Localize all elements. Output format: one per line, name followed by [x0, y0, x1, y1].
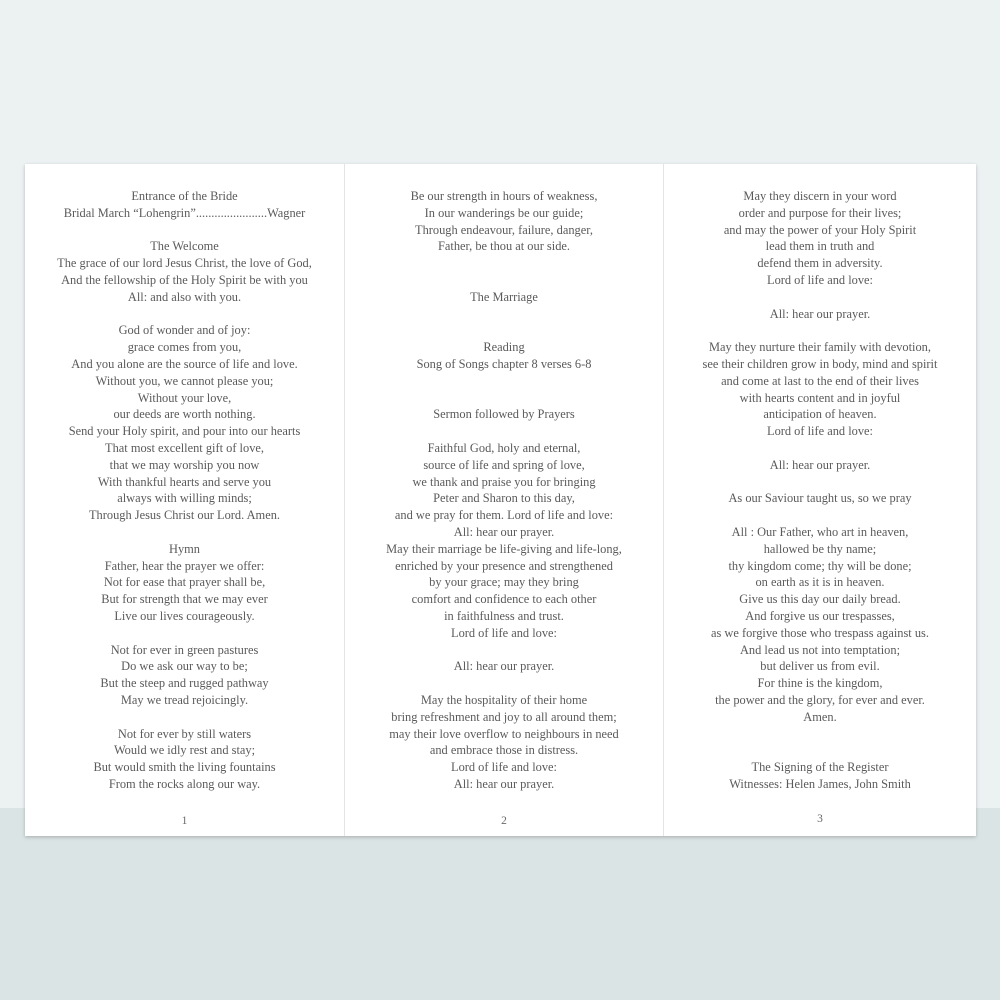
order-of-service-booklet	[25, 164, 976, 836]
text-line: But the steep and rugged pathway	[100, 676, 269, 691]
text-line: always with willing minds;	[117, 491, 252, 506]
text-line: Father, be thou at our side.	[438, 239, 570, 254]
text-line: order and purpose for their lives;	[738, 205, 902, 220]
text-line: by your grace; may they bring	[429, 575, 579, 590]
text-line: Would we idly rest and stay;	[113, 743, 256, 758]
blank-line	[664, 289, 976, 306]
text-line: and may the power of your Holy Spirit	[723, 222, 917, 237]
text-line: But for strength that we may ever	[101, 592, 268, 607]
text-line: With thankful hearts and serve you	[97, 474, 272, 489]
text-line: defend them in adversity.	[757, 256, 883, 271]
text-line: in faithfulness and trust.	[444, 608, 564, 623]
text-line: on earth as it is in heaven.	[755, 575, 885, 590]
text-line: lead them in truth and	[765, 239, 875, 254]
page-number: 3	[817, 813, 823, 825]
text-line: Lord of life and love:	[451, 760, 557, 775]
text-line: see their children grow in body, mind and spirit	[702, 356, 938, 371]
blank-line	[25, 222, 344, 239]
blank-line	[25, 709, 344, 726]
text-line: But would smith the living fountains	[93, 760, 276, 775]
page-number: 1	[181, 815, 188, 827]
text-line: Reading	[483, 340, 525, 355]
text-line: May they nurture their family with devotion,	[709, 340, 931, 355]
text-line: we thank and praise you for bringing	[412, 474, 596, 489]
blank-line	[25, 306, 344, 323]
blank-line	[664, 440, 976, 457]
text-line: Not for ever in green pastures	[110, 642, 259, 657]
text-line: the power and the glory, for ever and ever.	[715, 692, 925, 707]
text-line: Do we ask our way to be;	[121, 659, 248, 674]
text-line: as we forgive those who trespass against us.	[711, 625, 929, 640]
text-line: Witnesses: Helen James, John Smith	[729, 776, 911, 791]
text-line: Be our strength in hours of weakness,	[410, 189, 598, 203]
blank-line	[345, 675, 663, 692]
text-line: Faithful God, holy and eternal,	[427, 440, 581, 455]
blank-line	[345, 423, 663, 440]
blank-line	[345, 272, 663, 289]
blank-line	[664, 742, 976, 759]
text-line: As our Saviour taught us, so we pray	[728, 491, 912, 506]
text-line: Peter and Sharon to this day,	[433, 491, 575, 506]
text-line: For thine is the kingdom,	[757, 676, 883, 691]
text-line: And you alone are the source of life and love.	[71, 356, 298, 371]
text-line: All: hear our prayer.	[769, 457, 871, 472]
text-line: All : Our Father, who art in heaven,	[731, 524, 909, 539]
text-line: our deeds are worth nothing.	[113, 407, 256, 422]
text-line: In our wanderings be our guide;	[424, 205, 584, 220]
blank-line	[345, 255, 663, 272]
text-line: The Signing of the Register	[751, 760, 889, 775]
text-line: May they discern in your word	[743, 189, 897, 203]
blank-line	[345, 322, 663, 339]
text-line: Hymn	[169, 541, 200, 556]
text-line: God of wonder and of joy:	[118, 323, 251, 338]
blank-line	[25, 524, 344, 541]
text-line: And lead us not into temptation;	[739, 642, 901, 657]
text-line: with hearts content and in joyful	[739, 390, 901, 405]
text-line: Sermon followed by Prayers	[433, 407, 575, 422]
text-line: Amen.	[803, 709, 837, 724]
text-line: bring refreshment and joy to all around them;	[391, 709, 617, 724]
blank-line	[345, 642, 663, 659]
text-line: and come at last to the end of their lives	[721, 373, 919, 388]
text-line: hallowed be thy name;	[763, 541, 877, 556]
text-line: Not for ever by still waters	[117, 726, 252, 741]
text-line: All: hear our prayer.	[769, 306, 871, 321]
blank-line	[25, 625, 344, 642]
text-line: anticipation of heaven.	[763, 407, 877, 422]
text-line: Through Jesus Christ our Lord. Amen.	[88, 508, 280, 523]
text-line: And forgive us our trespasses,	[745, 608, 895, 623]
page-panel-2	[344, 164, 663, 836]
text-line: May their marriage be life-giving and life-long,	[386, 541, 622, 556]
blank-line	[345, 390, 663, 407]
text-line: Lord of life and love:	[451, 625, 557, 640]
text-line: May we tread rejoicingly.	[120, 692, 249, 707]
text-line: enriched by your presence and strengthened	[395, 558, 613, 573]
blank-line	[345, 373, 663, 390]
text-line: The grace of our lord Jesus Christ, the love of God,	[57, 256, 312, 271]
text-line: May the hospitality of their home	[420, 692, 588, 707]
text-line: comfort and confidence to each other	[411, 592, 597, 607]
text-line: All: hear our prayer.	[453, 776, 555, 791]
text-line: Father, hear the prayer we offer:	[104, 558, 265, 573]
text-line: Lord of life and love:	[767, 272, 873, 287]
text-line: Give us this day our daily bread.	[739, 592, 901, 607]
text-line: Lord of life and love:	[767, 424, 873, 439]
text-line: From the rocks along our way.	[108, 776, 261, 791]
text-line: may their love overflow to neighbours in need	[389, 726, 619, 741]
text-line: Not for ease that prayer shall be,	[103, 575, 266, 590]
text-line: and we pray for them. Lord of life and love:	[394, 508, 614, 523]
text-line: Without you, we cannot please you;	[95, 373, 274, 388]
text-line: All: hear our prayer.	[453, 524, 555, 539]
blank-line	[664, 726, 976, 743]
blank-line	[664, 322, 976, 339]
text-line: thy kingdom come; thy will be done;	[728, 558, 912, 573]
page-panel-3	[663, 164, 976, 836]
text-line: Live our lives courageously.	[114, 608, 255, 623]
page-text	[25, 188, 344, 793]
text-line: and embrace those in distress.	[429, 743, 579, 758]
text-line: And the fellowship of the Holy Spirit be with you	[61, 272, 308, 287]
text-line: but deliver us from evil.	[760, 659, 880, 674]
text-line: The Marriage	[470, 289, 538, 304]
text-line: Send your Holy spirit, and pour into our hearts	[68, 424, 301, 439]
text-line: Without your love,	[137, 390, 232, 405]
text-line: Entrance of the Bride	[131, 189, 238, 203]
text-line: source of life and spring of love,	[423, 457, 585, 472]
page-panel-1	[25, 164, 344, 836]
page-text	[664, 188, 976, 793]
text-line: The Welcome	[150, 239, 219, 254]
text-line: Song of Songs chapter 8 verses 6-8	[416, 356, 592, 371]
text-line: grace comes from you,	[127, 340, 242, 355]
blank-line	[664, 474, 976, 491]
text-line: All: and also with you.	[127, 289, 242, 304]
text-line: Bridal March “Lohengrin”.......................Wagner	[63, 205, 306, 220]
page-number: 2	[501, 815, 507, 827]
text-line: All: hear our prayer.	[453, 659, 555, 674]
blank-line	[664, 507, 976, 524]
text-line: that we may worship you now	[109, 457, 260, 472]
background-floor	[0, 808, 1000, 1000]
text-line: That most excellent gift of love,	[105, 440, 264, 455]
blank-line	[345, 306, 663, 323]
text-line: Through endeavour, failure, danger,	[415, 222, 593, 237]
page-text	[345, 188, 663, 793]
